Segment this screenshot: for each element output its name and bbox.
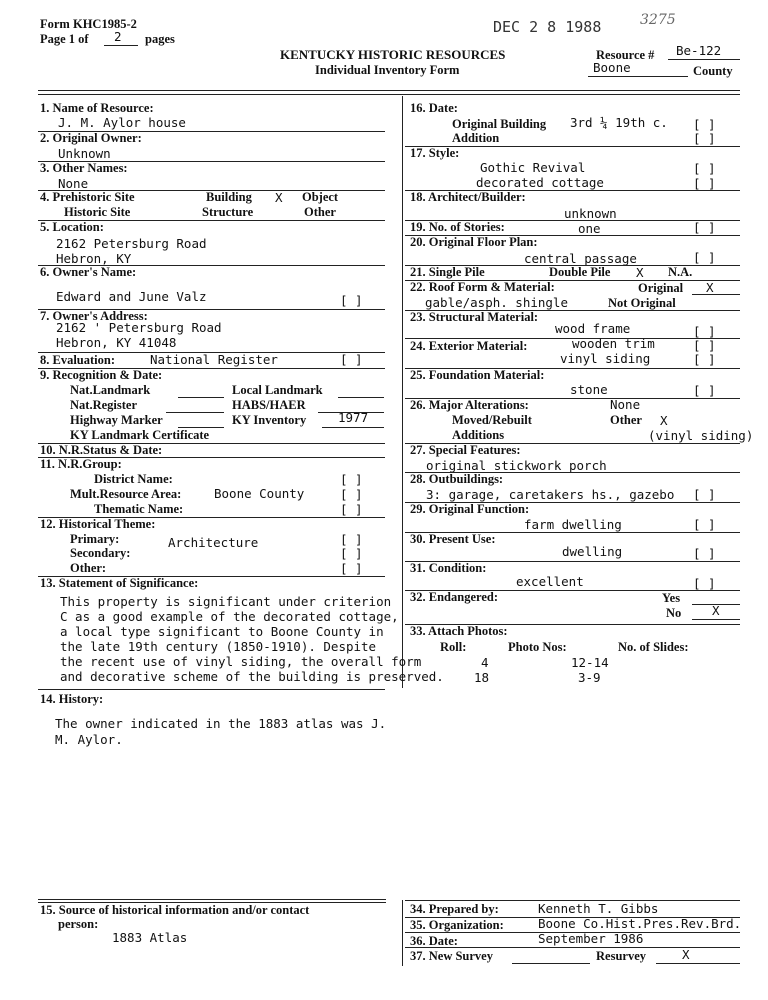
field-11-mult-value: Boone County — [214, 486, 305, 501]
field-28-box: [ ] — [693, 487, 716, 502]
field-35-label: 35. Organization: — [410, 918, 504, 932]
field-14-line: M. Aylor. — [55, 732, 123, 747]
field-12-other: Other: — [70, 561, 107, 575]
field-26-additions-value: (vinyl siding) — [648, 428, 754, 443]
field-7-line2: Hebron, KY 41048 — [56, 335, 177, 350]
field-17-box1: [ ] — [693, 161, 716, 176]
field-13-line: the late 19th century (1850-1910). Despite — [60, 639, 377, 654]
field-16-original: Original Building — [452, 117, 547, 131]
field-16-label: 16. Date: — [410, 101, 458, 115]
field-11-label: 11. N.R.Group: — [40, 457, 122, 471]
field-21-label: 21. Single Pile — [410, 265, 485, 279]
field-16-original-box: [ ] — [693, 117, 716, 132]
field-28-label: 28. Outbuildings: — [410, 472, 504, 486]
field-15-label: 15. Source of historical information and/or contact — [40, 903, 310, 917]
field-9-highway: Highway Marker — [70, 413, 163, 427]
field-6-label: 6. Owner's Name: — [40, 265, 137, 279]
field-18-value: unknown — [564, 206, 617, 221]
field-8-box: [ ] — [340, 352, 363, 367]
form-title: KENTUCKY HISTORIC RESOURCES — [280, 47, 506, 62]
field-26-label: 26. Major Alterations: — [410, 398, 529, 412]
field-6-value: Edward and June Valz — [56, 289, 207, 304]
field-17-line2: decorated cottage — [476, 175, 604, 190]
field-9-local: Local Landmark — [232, 383, 323, 397]
field-9-label: 9. Recognition & Date: — [40, 368, 163, 382]
field-32-label: 32. Endangered: — [410, 590, 498, 604]
field-21-mark: X — [636, 265, 644, 280]
field-18-label: 18. Architect/Builder: — [410, 190, 526, 204]
field-35-value: Boone Co.Hist.Pres.Rev.Brd. — [538, 916, 742, 931]
field-4-object: Object — [302, 190, 339, 204]
page-count-suffix: pages — [145, 32, 175, 46]
field-3-label: 3. Other Names: — [40, 161, 128, 175]
field-29-value: farm dwelling — [524, 517, 622, 532]
field-11-mult-box: [ ] — [340, 487, 363, 502]
field-12-secondary: Secondary: — [70, 546, 131, 560]
field-33-label: 33. Attach Photos: — [410, 624, 508, 638]
field-9-kyinventory: KY Inventory — [232, 413, 307, 427]
field-19-value: one — [578, 221, 601, 236]
field-4-other: Other — [304, 205, 336, 219]
field-27-value: original stickwork porch — [426, 458, 607, 473]
field-11-thematic-box: [ ] — [340, 502, 363, 517]
field-14-line: The owner indicated in the 1883 atlas was J. — [55, 716, 387, 731]
field-25-box: [ ] — [693, 383, 716, 398]
field-33-photo: Photo Nos: — [508, 640, 567, 654]
field-5-label: 5. Location: — [40, 220, 104, 234]
field-24-box2: [ ] — [693, 352, 716, 367]
field-8-label: 8. Evaluation: — [40, 353, 116, 367]
field-14-label: 14. History: — [40, 692, 104, 706]
field-30-label: 30. Present Use: — [410, 532, 496, 546]
field-11-mult: Mult.Resource Area: — [70, 487, 182, 501]
field-13-line: C as a good example of the decorated cottage, — [60, 609, 399, 624]
field-30-box: [ ] — [693, 546, 716, 561]
field-31-box: [ ] — [693, 576, 716, 591]
field-17-line1: Gothic Revival — [480, 160, 586, 175]
field-11-thematic: Thematic Name: — [94, 502, 184, 516]
field-33-slides: No. of Slides: — [618, 640, 689, 654]
field-28-value: 3: garage, caretakers hs., gazebo — [426, 487, 675, 502]
field-6-box: [ ] — [340, 293, 363, 308]
field-33-row2-roll: 18 — [474, 670, 490, 685]
field-17-label: 17. Style: — [410, 146, 460, 160]
field-23-box: [ ] — [693, 324, 716, 339]
field-4-building: Building — [206, 190, 252, 204]
field-33-row2-nos: 3-9 — [578, 670, 601, 685]
field-13-line: This property is significant under criterion — [60, 594, 392, 609]
field-9-kylandmark: KY Landmark Certificate — [70, 428, 210, 442]
field-21-na: N.A. — [668, 265, 693, 279]
field-11-district-box: [ ] — [340, 472, 363, 487]
page-total: 2 — [114, 29, 122, 44]
field-34-value: Kenneth T. Gibbs — [538, 901, 659, 916]
field-23-value: wood frame — [555, 321, 631, 336]
field-22-label: 22. Roof Form & Material: — [410, 280, 555, 294]
field-8-value: National Register — [150, 352, 278, 367]
field-2-label: 2. Original Owner: — [40, 131, 142, 145]
field-12-label: 12. Historical Theme: — [40, 517, 156, 531]
field-4-historic: Historic Site — [64, 205, 131, 219]
field-25-value: stone — [570, 382, 608, 397]
resource-number-label: Resource # — [596, 48, 655, 62]
field-12-other-box: [ ] — [340, 561, 363, 576]
field-15-label-cont: person: — [58, 917, 99, 931]
field-26-additions: Additions — [452, 428, 505, 442]
received-date-stamp: DEC 2 8 1988 — [493, 18, 602, 36]
field-11-district: District Name: — [94, 472, 173, 486]
county-label: County — [693, 64, 733, 78]
field-29-label: 29. Original Function: — [410, 502, 530, 516]
field-7-label: 7. Owner's Address: — [40, 309, 148, 323]
field-7-line1: 2162 ' Petersburg Road — [56, 320, 222, 335]
field-1-label: 1. Name of Resource: — [40, 101, 154, 115]
field-24-box1: [ ] — [693, 338, 716, 353]
field-20-value: central passage — [524, 251, 637, 266]
field-2-value: Unknown — [58, 146, 111, 161]
field-12-primary-value: Architecture — [168, 535, 259, 550]
field-27-label: 27. Special Features: — [410, 443, 521, 457]
field-21-double: Double Pile — [549, 265, 611, 279]
field-36-label: 36. Date: — [410, 934, 458, 948]
field-37-resurvey: Resurvey — [596, 949, 646, 963]
field-30-value: dwelling — [562, 544, 623, 559]
field-20-label: 20. Original Floor Plan: — [410, 235, 538, 249]
field-4-mark: X — [275, 190, 283, 205]
field-22-not-original: Not Original — [608, 296, 676, 310]
resource-number-value: Be-122 — [676, 43, 722, 58]
field-26-other-mark: X — [660, 413, 668, 428]
field-26-moved: Moved/Rebuilt — [452, 413, 532, 427]
pencil-note: 3275 — [640, 12, 676, 28]
field-9-kyinventory-value: 1977 — [338, 410, 369, 425]
field-19-label: 19. No. of Stories: — [410, 220, 505, 234]
form-subtitle: Individual Inventory Form — [315, 63, 460, 77]
field-12-secondary-box: [ ] — [340, 546, 363, 561]
county-value: Boone — [593, 60, 631, 75]
form-id: Form KHC1985-2 — [40, 17, 137, 31]
field-19-box: [ ] — [693, 220, 716, 235]
field-17-box2: [ ] — [693, 176, 716, 191]
field-16-addition-box: [ ] — [693, 131, 716, 146]
field-10-label: 10. N.R.Status & Date: — [40, 443, 163, 457]
field-32-no-mark: X — [712, 603, 720, 618]
field-9-natregister: Nat.Register — [70, 398, 137, 412]
field-37-mark: X — [682, 947, 690, 962]
field-34-label: 34. Prepared by: — [410, 902, 499, 916]
field-22-original-mark: X — [706, 280, 714, 295]
field-32-no: No — [666, 606, 682, 620]
field-32-yes: Yes — [662, 591, 681, 605]
field-4-label: 4. Prehistoric Site — [40, 190, 135, 204]
field-33-row1-roll: 4 — [481, 655, 489, 670]
field-12-primary: Primary: — [70, 532, 120, 546]
field-31-label: 31. Condition: — [410, 561, 487, 575]
field-29-box: [ ] — [693, 517, 716, 532]
field-16-original-value: 3rd ¼ 19th c. — [570, 115, 668, 130]
field-20-box: [ ] — [693, 250, 716, 265]
field-24-line2: vinyl siding — [560, 351, 651, 366]
field-13-line: a local type significant to Boone County in — [60, 624, 384, 639]
field-4-structure: Structure — [202, 205, 254, 219]
page-count-prefix: Page 1 of — [40, 32, 89, 46]
field-25-label: 25. Foundation Material: — [410, 368, 545, 382]
field-13-label: 13. Statement of Significance: — [40, 576, 199, 590]
field-36-value: September 1986 — [538, 931, 644, 946]
field-26-other: Other — [610, 413, 642, 427]
field-22-value: gable/asph. shingle — [425, 295, 568, 310]
field-26-none: None — [610, 397, 641, 412]
field-24-line1: wooden trim — [572, 336, 655, 351]
field-23-label: 23. Structural Material: — [410, 310, 539, 324]
field-5-line2: Hebron, KY — [56, 251, 132, 266]
field-9-natlandmark: Nat.Landmark — [70, 383, 151, 397]
field-37-label: 37. New Survey — [410, 949, 493, 963]
field-12-primary-box: [ ] — [340, 532, 363, 547]
field-9-habs: HABS/HAER — [232, 398, 306, 412]
field-31-value: excellent — [516, 574, 584, 589]
field-1-value: J. M. Aylor house — [58, 115, 186, 130]
field-22-original: Original — [638, 281, 684, 295]
field-33-roll: Roll: — [440, 640, 467, 654]
field-15-value: 1883 Atlas — [112, 930, 188, 945]
field-33-row1-nos: 12-14 — [571, 655, 609, 670]
field-13-line: the recent use of vinyl siding, the overall form — [60, 654, 422, 669]
field-13-line: and decorative scheme of the building is preserved. — [60, 669, 444, 684]
field-24-label: 24. Exterior Material: — [410, 339, 528, 353]
field-5-line1: 2162 Petersburg Road — [56, 236, 207, 251]
field-3-value: None — [58, 176, 89, 191]
field-16-addition: Addition — [452, 131, 500, 145]
